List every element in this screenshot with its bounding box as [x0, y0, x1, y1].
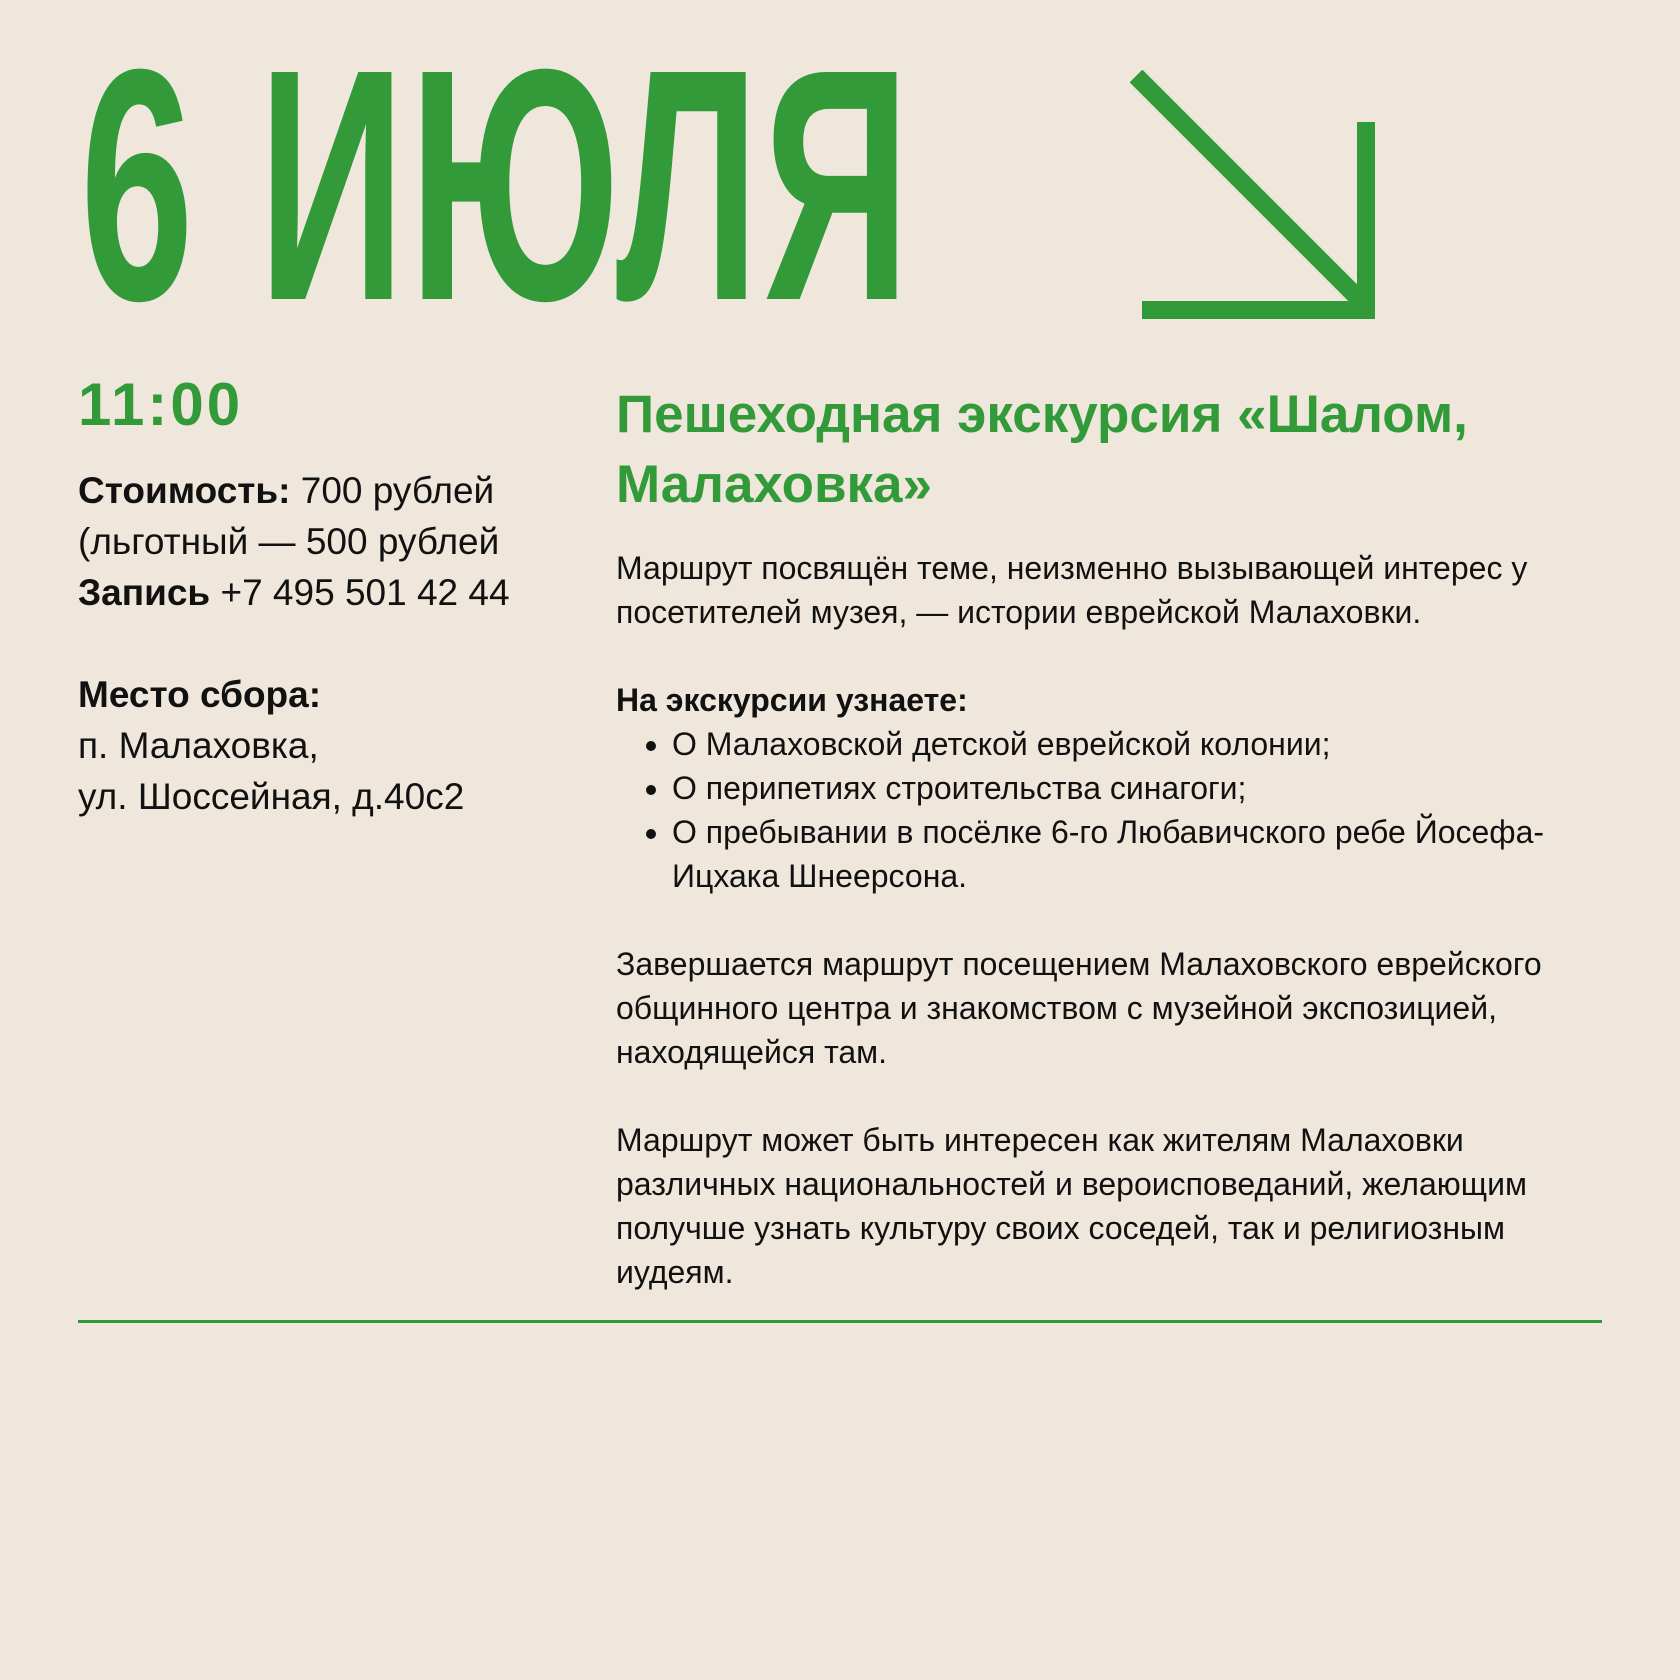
audience-paragraph: Маршрут может быть интересен как жителям Малаховки различных национальностей и вероисповеданий, желающим получше узнать культуру своих соседей, так и религиозным иудеям. [616, 1122, 1527, 1290]
price-info [78, 465, 548, 567]
learn-heading: На экскурсии узнаете: [616, 682, 968, 718]
meeting-label: Место сбора: [78, 674, 322, 715]
meeting-address-line1: п. Малаховка, [78, 725, 319, 766]
list-item: • О пребывании в посёлке 6-го Любавичского ребе Йосефа-Ицхака Шнеерсона. [672, 810, 1576, 898]
price-label: Стоимость: [78, 470, 291, 511]
divider-line [78, 1320, 1602, 1323]
event-title: Пешеходная экскурсия «Шалом, Малаховка» [616, 385, 1468, 514]
booking-label: Запись [78, 572, 211, 613]
conclusion-paragraph: Завершается маршрут посещением Малаховского еврейского общинного центра и знакомством с музейной экспозицией, находящейся там. [616, 946, 1542, 1070]
meeting-info [78, 669, 548, 822]
list-item: • О перипетиях строительства синагоги; [672, 766, 1576, 810]
date-title: 6 ИЮЛЯ [80, 0, 914, 369]
intro-paragraph: Маршрут посвящён теме, неизменно вызывающей интерес у посетителей музея, — истории еврейской Малаховки. [616, 550, 1528, 630]
booking-info [78, 567, 548, 618]
learn-list [616, 722, 1576, 898]
meeting-address-line2: ул. Шоссейная, д.40с2 [78, 776, 465, 817]
list-item: • О Малаховской детской еврейской колонии; [672, 722, 1576, 766]
event-description [616, 380, 1576, 1294]
spacer [616, 634, 1576, 678]
spacer [616, 898, 1576, 942]
arrow-down-right-icon [1130, 70, 1380, 320]
price-value: 700 рублей (льготный — 500 рублей [78, 470, 500, 562]
spacer [616, 1074, 1576, 1118]
booking-phone[interactable]: +7 495 501 42 44 [210, 572, 510, 613]
spacer [78, 618, 548, 669]
event-details [78, 371, 548, 822]
event-time: 11:00 [78, 371, 244, 438]
